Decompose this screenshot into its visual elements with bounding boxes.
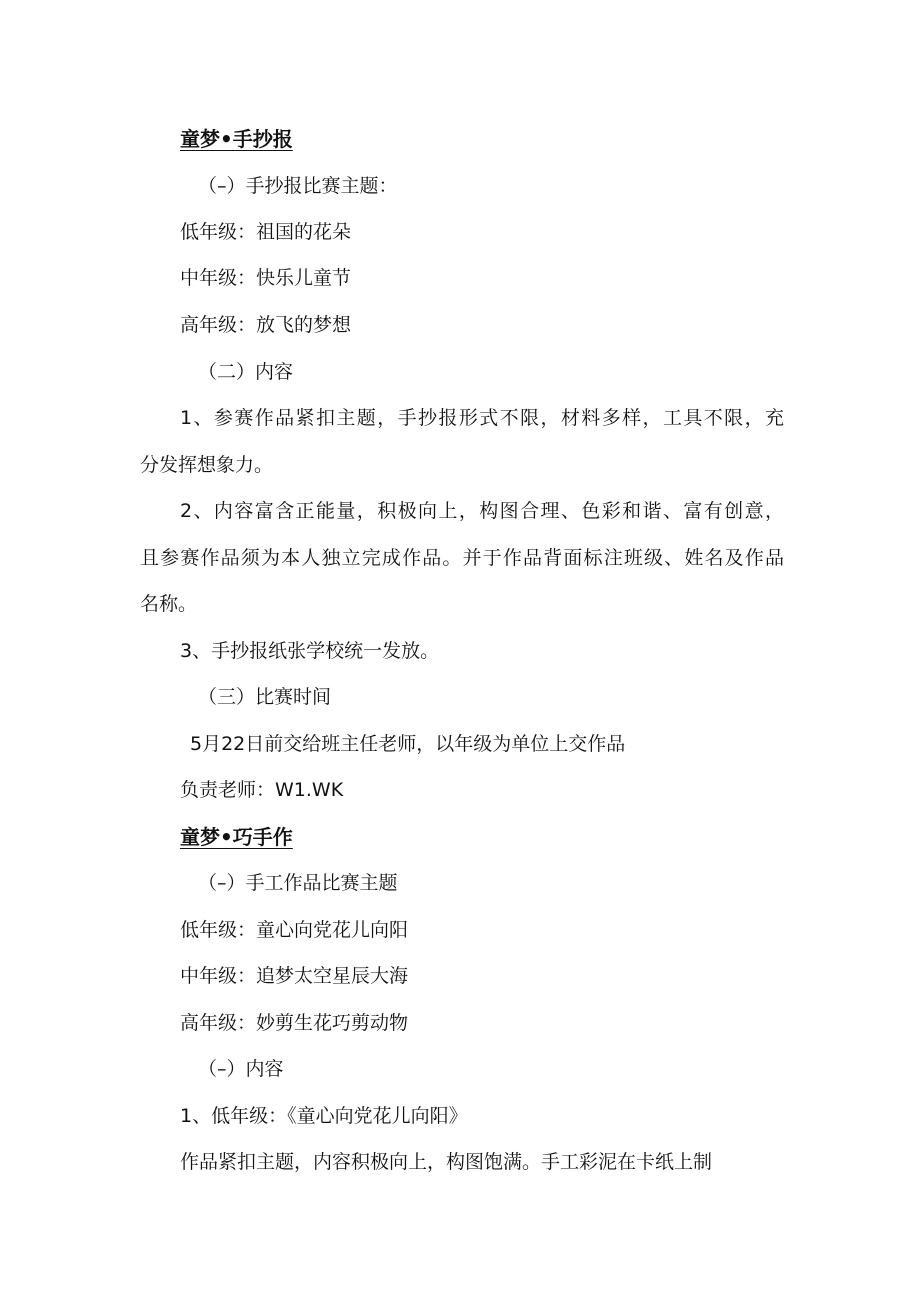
content-item-2-line-3: 名称。 [140,593,198,615]
grade-high-theme: 高年级：放飞的梦想 [180,314,352,336]
grade-low-theme: 低年级：祖国的花朵 [180,221,352,243]
grade-mid-theme: 中年级：快乐儿童节 [180,267,352,289]
handmade-theme-heading: （–）手工作品比赛主题 [198,872,398,894]
handmade-content-heading: （–）内容 [198,1058,284,1080]
time-heading: （三）比赛时间 [198,686,332,708]
theme-heading: （–）手抄报比赛主题： [198,175,398,197]
handmade-item-1: 1、低年级：《童心向党花儿向阳》 [180,1105,468,1127]
content-item-2-line-1: 2、内容富含正能量，积极向上，构图合理、色彩和谐、富有创意， [180,500,784,522]
content-item-3: 3、手抄报纸张学校统一发放。 [180,640,440,662]
section-title-shouchaobao: 童梦•手抄报 [180,127,293,151]
handmade-grade-low-theme: 低年级：童心向党花儿向阳 [180,919,409,941]
handmade-grade-mid-theme: 中年级：追梦太空星辰大海 [180,965,409,987]
content-item-1-line-2: 分发挥想象力。 [140,454,274,476]
deadline-text: 5月22日前交给班主任老师，以年级为单位上交作品 [190,733,626,755]
section-title-qiaoshouzuo: 童梦•巧手作 [180,825,293,849]
handmade-item-1-description: 作品紧扣主题，内容积极向上，构图饱满。手工彩泥在卡纸上制 [180,1151,713,1173]
responsible-teacher: 负责老师：W1.WK [180,779,344,801]
handmade-grade-high-theme: 高年级：妙剪生花巧剪动物 [180,1012,409,1034]
content-heading: （二）内容 [198,361,294,383]
content-item-1-line-1: 1、参赛作品紧扣主题，手抄报形式不限，材料多样，工具不限，充 [180,407,784,429]
content-item-2-line-2: 且参赛作品须为本人独立完成作品。并于作品背面标注班级、姓名及作品 [140,547,784,569]
